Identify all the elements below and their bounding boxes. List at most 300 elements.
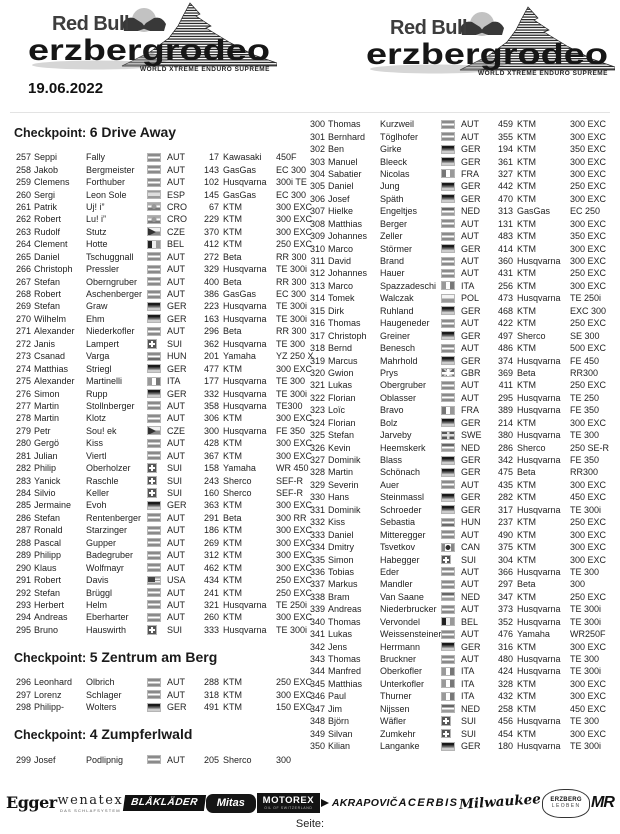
checkpoint-name: 6 Drive Away	[89, 124, 177, 140]
rider-nation: GER	[461, 181, 481, 192]
rider-last-name: Wäfler	[380, 716, 407, 727]
flag-icon-ger	[441, 642, 455, 651]
bike-model: 300 EXC	[570, 131, 607, 142]
rider-last-name: Blass	[380, 455, 403, 466]
rider-first-name: Johannes	[328, 231, 368, 242]
bike-brand: Husqvarna	[223, 177, 267, 188]
bike-number: 369	[497, 367, 513, 378]
checkpoint-label: Checkpoint:	[14, 651, 90, 666]
rider-nation: AUT	[167, 164, 185, 175]
rider-first-name: Andreas	[34, 612, 68, 623]
rider-row	[14, 499, 313, 511]
rider-nation: AUT	[461, 256, 479, 267]
rider-first-name: Thomas	[328, 318, 361, 329]
rider-nation: AUT	[167, 677, 185, 688]
bike-model: 300 EXC	[276, 201, 313, 212]
bike-model: TE 300i	[570, 741, 602, 752]
flag-icon-ger	[441, 418, 455, 427]
bike-brand: KTM	[223, 562, 242, 573]
rider-row	[308, 292, 614, 304]
flag-cell	[147, 153, 164, 162]
bike-model: 300 EXC	[276, 525, 313, 536]
rider-last-name: Niederbrucker	[380, 604, 437, 615]
rider-last-name: Varga	[86, 351, 110, 362]
rider-last-name: Mitteregger	[380, 529, 426, 540]
bike-model: SEF-R	[276, 475, 303, 486]
flag-cell	[441, 356, 458, 365]
rider-nation: AUT	[167, 152, 185, 163]
rider-first-name: Kevin	[328, 442, 351, 453]
sponsor-logo-akrapovic	[321, 798, 398, 809]
rider-row	[14, 325, 307, 337]
sponsor-mr-label: MR	[590, 794, 614, 811]
bike-number: 470	[497, 193, 513, 204]
rider-first-name: David	[328, 256, 352, 267]
flag-cell	[147, 451, 164, 460]
flag-cell	[147, 227, 164, 236]
rider-position: 273	[15, 351, 31, 362]
bike-brand: GasGas	[517, 206, 551, 217]
bike-model: 300 EXC	[570, 168, 607, 179]
rider-position: 267	[15, 276, 31, 287]
rider-position: 348	[309, 716, 325, 727]
rider-row	[14, 213, 313, 225]
bike-number: 214	[497, 417, 513, 428]
flag-cell	[147, 576, 164, 585]
rider-nation: AUT	[461, 343, 479, 354]
rider-row	[14, 611, 313, 623]
bike-number: 243	[203, 475, 219, 486]
bike-number: 131	[497, 218, 513, 229]
bike-number: 476	[497, 629, 513, 640]
flag-icon-bel	[147, 240, 161, 249]
bike-model: TE 250	[570, 392, 600, 403]
rider-last-name: Bleeck	[380, 156, 408, 167]
rider-row	[308, 591, 614, 603]
flag-cell	[147, 339, 164, 349]
flag-icon-aut	[147, 414, 161, 423]
rider-first-name: Stefan	[34, 301, 61, 312]
rider-first-name: Stefan	[34, 587, 61, 598]
bike-number: 424	[497, 666, 513, 677]
flag-cell	[147, 265, 164, 274]
bike-number: 454	[497, 728, 513, 739]
rider-first-name: Kilian	[328, 741, 351, 752]
bike-brand: KTM	[517, 218, 536, 229]
bike-brand: Beta	[517, 579, 536, 590]
bike-model: 300 EXC	[276, 363, 313, 374]
bike-model: 250 EXC	[276, 587, 313, 598]
bike-brand: Beta	[223, 512, 242, 523]
rider-nation: HUN	[461, 517, 481, 528]
bike-brand: Yamaha	[223, 351, 256, 362]
bike-model: TE300	[276, 400, 303, 411]
page-number-label: Seite:	[295, 818, 325, 830]
rider-row	[14, 512, 307, 524]
rider-position: 296	[15, 677, 31, 688]
bike-model: 300 EXC	[276, 413, 313, 424]
rider-nation: AUT	[461, 629, 479, 640]
bike-model: 250 EXC	[570, 268, 607, 279]
bike-number: 186	[203, 525, 219, 536]
rider-position: 276	[15, 388, 31, 399]
erzbergrodeo-logo	[360, 6, 615, 86]
bike-number: 67	[208, 201, 219, 212]
rider-position: 342	[309, 641, 325, 652]
rider-nation: AUT	[461, 380, 479, 391]
flag-icon-aut	[441, 120, 455, 129]
rider-first-name: Matthias	[328, 678, 363, 689]
rider-first-name: Lukas	[328, 380, 353, 391]
flag-cell	[441, 679, 458, 688]
rider-position: 300	[309, 119, 325, 130]
rider-last-name: Klotz	[86, 413, 107, 424]
flag-cell	[441, 294, 458, 303]
rider-last-name: Töglhofer	[380, 131, 419, 142]
flag-icon-aut	[147, 327, 161, 336]
rider-first-name: Robert	[34, 575, 62, 586]
bike-number: 321	[203, 599, 219, 610]
bike-model: 300 EXC	[570, 280, 607, 291]
flag-cell	[147, 252, 164, 261]
bike-model: TE 300i	[276, 313, 308, 324]
flag-icon-ger	[441, 306, 455, 315]
bike-model: TE 300	[570, 430, 600, 441]
bike-number: 332	[203, 388, 219, 399]
rider-row	[308, 466, 614, 478]
flag-icon-aut	[147, 563, 161, 572]
rider-last-name: Eberharter	[86, 612, 129, 623]
flag-icon-hun	[147, 352, 161, 361]
bike-brand: KTM	[223, 201, 242, 212]
flag-cell	[441, 431, 458, 440]
bike-brand: KTM	[517, 417, 536, 428]
rider-first-name: Clement	[34, 239, 68, 250]
flag-icon-ger	[441, 468, 455, 477]
rider-last-name: Tsvetkov	[380, 542, 416, 553]
rider-first-name: Patrik	[34, 201, 58, 212]
rider-position: 295	[15, 624, 31, 635]
rider-row	[308, 454, 614, 466]
rider-row	[14, 689, 313, 701]
rider-first-name: Daniel	[34, 251, 60, 262]
rider-first-name: Ronald	[34, 525, 63, 536]
rider-row	[14, 226, 313, 238]
rider-last-name: Podlipnig	[86, 754, 124, 765]
rider-first-name: Lukas	[328, 629, 353, 640]
flag-icon-ita	[441, 679, 455, 688]
rider-position: 292	[15, 587, 31, 598]
flag-icon-ger	[441, 244, 455, 253]
bike-brand: Husqvarna	[517, 616, 561, 627]
bike-model: RR 300	[276, 251, 307, 262]
rider-row	[308, 317, 614, 329]
flag-cell	[441, 468, 458, 477]
results-column-left	[14, 124, 314, 766]
rider-last-name: Oberkofler	[380, 666, 423, 677]
flag-cell	[147, 501, 164, 510]
bike-brand: Husqvarna	[517, 654, 561, 665]
rider-nation: GER	[461, 243, 481, 254]
rider-first-name: Pascal	[34, 537, 62, 548]
rider-row	[308, 242, 614, 254]
rider-nation: SWE	[461, 430, 482, 441]
bike-brand: Husqvarna	[223, 264, 267, 275]
rider-row	[14, 288, 307, 300]
rider-position: 341	[309, 629, 325, 640]
flag-icon-aut	[147, 451, 161, 460]
rider-last-name: Aschenberger	[86, 289, 143, 300]
rider-nation: BEL	[461, 616, 479, 627]
rider-first-name: Thomas	[328, 616, 361, 627]
erzbergrodeo-logo-graphic	[360, 6, 615, 86]
rider-last-name: Herrmann	[380, 641, 421, 652]
erzbergrodeo-wordmark: erzbergrodeo	[366, 38, 608, 71]
rider-row	[308, 180, 614, 192]
rider-position: 347	[309, 703, 325, 714]
bike-brand: KTM	[223, 702, 242, 713]
rider-position: 333	[309, 529, 325, 540]
bike-brand: Beta	[517, 467, 536, 478]
bike-number: 300	[203, 425, 219, 436]
bike-model: WR250F	[570, 629, 606, 640]
rider-first-name: Stefan	[34, 276, 61, 287]
bike-brand: KTM	[517, 542, 536, 553]
flag-cell	[441, 630, 458, 639]
rider-first-name: Severin	[328, 479, 359, 490]
rider-first-name: Martin	[328, 467, 354, 478]
bike-model: 300 EXC	[570, 529, 607, 540]
rider-nation: ESP	[167, 189, 186, 200]
rider-position: 310	[309, 243, 325, 254]
flag-cell	[441, 182, 458, 191]
bike-number: 17	[208, 152, 219, 163]
flag-icon-esp	[147, 190, 161, 199]
rider-position: 340	[309, 616, 325, 627]
rider-row	[308, 516, 614, 528]
rider-first-name: Loïc	[328, 405, 346, 416]
bike-model: RR300	[570, 467, 599, 478]
bike-model: 300 EXC	[570, 678, 607, 689]
rider-nation: AUT	[167, 400, 185, 411]
rider-row	[308, 417, 614, 429]
rider-first-name: Bernd	[328, 343, 353, 354]
rider-last-name: Engeltjes	[380, 206, 418, 217]
flag-icon-fra	[441, 169, 455, 178]
sponsor-egger-label: Egger	[6, 793, 57, 812]
rider-last-name: Späth	[380, 193, 404, 204]
rider-first-name: Marco	[328, 280, 354, 291]
bike-brand: Husqvarna	[517, 741, 561, 752]
rider-nation: SUI	[167, 624, 183, 635]
flag-icon-aut	[147, 600, 161, 609]
rider-position: 343	[309, 654, 325, 665]
checkpoint-name: 5 Zentrum am Berg	[89, 649, 218, 666]
flag-icon-aut	[147, 526, 161, 535]
rider-position: 319	[309, 355, 325, 366]
bike-model: TE 300i	[276, 624, 308, 635]
flag-icon-bel	[441, 617, 455, 626]
flag-cell	[147, 551, 164, 560]
flag-icon-aut	[441, 580, 455, 589]
bike-model: 300	[276, 754, 292, 765]
flag-cell	[147, 401, 164, 410]
bike-brand: KTM	[223, 226, 242, 237]
rider-row	[308, 553, 614, 565]
rider-first-name: Thomas	[328, 119, 361, 130]
rider-row	[308, 528, 614, 540]
bike-brand: Husqvarna	[517, 392, 561, 403]
rider-nation: AUT	[167, 550, 185, 561]
rider-nation: AUT	[461, 318, 479, 329]
bike-model: 300 EXC	[570, 119, 607, 130]
rider-nation: AUT	[461, 268, 479, 279]
sponsor-logo-mr	[591, 795, 614, 811]
rider-nation: GER	[167, 500, 187, 511]
rider-first-name: Silvan	[328, 728, 353, 739]
flag-icon-ger	[441, 493, 455, 502]
bike-number: 374	[497, 355, 513, 366]
rider-nation: BEL	[167, 239, 185, 250]
rider-position: 264	[15, 239, 31, 250]
flag-cell	[147, 526, 164, 535]
rider-position: 301	[309, 131, 325, 142]
rider-position: 271	[15, 326, 31, 337]
rider-position: 283	[15, 475, 31, 486]
rider-position: 282	[15, 463, 31, 474]
rider-position: 290	[15, 562, 31, 573]
rider-row	[308, 130, 614, 142]
flag-icon-aut	[441, 393, 455, 402]
bike-brand: Husqvarna	[223, 388, 267, 399]
rider-last-name: Bravo	[380, 405, 404, 416]
flag-cell	[441, 729, 458, 739]
rider-position: 291	[15, 575, 31, 586]
rider-row	[308, 690, 614, 702]
rider-nation: GER	[461, 355, 481, 366]
checkpoint-name: 4 Zumpferlwald	[89, 726, 193, 743]
bike-model: SE 300	[570, 330, 600, 341]
flag-icon-aut	[441, 232, 455, 241]
bike-number: 291	[203, 512, 219, 523]
rider-last-name: Helm	[86, 599, 108, 610]
flag-icon-ger	[441, 331, 455, 340]
rider-first-name: Julian	[34, 450, 58, 461]
bike-model: EC 300	[276, 289, 307, 300]
rider-last-name: Habegger	[380, 554, 420, 565]
bike-brand: Beta	[223, 276, 242, 287]
bike-model: 300 EXC	[276, 438, 313, 449]
rider-first-name: Stefan	[328, 430, 355, 441]
rider-nation: GER	[167, 702, 187, 713]
flag-icon-ger	[147, 703, 161, 712]
sponsor-logo-erzberg-leoben	[542, 789, 590, 818]
rider-nation: AUT	[167, 326, 185, 337]
rider-last-name: Jung	[380, 181, 400, 192]
bike-number: 432	[497, 691, 513, 702]
rider-last-name: Schönach	[380, 467, 421, 478]
rider-row	[308, 628, 614, 640]
bike-number: 286	[497, 442, 513, 453]
rider-row	[308, 479, 614, 491]
flag-cell	[441, 281, 458, 290]
rider-row	[308, 205, 614, 217]
flag-icon-usa	[147, 576, 161, 585]
rider-position: 315	[309, 305, 325, 316]
flag-icon-aut	[147, 513, 161, 522]
flag-cell	[441, 456, 458, 465]
flag-icon-ger	[147, 302, 161, 311]
rider-first-name: Florian	[328, 417, 356, 428]
sponsor-logo-wenatex	[58, 794, 124, 813]
rider-first-name: Sergi	[34, 189, 56, 200]
bike-model: FE 350	[570, 455, 600, 466]
rider-position: 328	[309, 467, 325, 478]
bike-brand: KTM	[223, 677, 242, 688]
flag-icon-aut	[147, 165, 161, 174]
bike-model: 500 EXC	[570, 343, 607, 354]
rider-row	[14, 151, 304, 163]
rider-row	[14, 586, 313, 598]
rider-last-name: Pressler	[86, 264, 120, 275]
rider-nation: SUI	[167, 463, 183, 474]
bike-brand: Beta	[223, 326, 242, 337]
rider-last-name: Oblasser	[380, 392, 417, 403]
rider-last-name: Berger	[380, 218, 408, 229]
rider-first-name: Andreas	[328, 604, 362, 615]
sponsor-erzberg-subtitle: LEOBEN	[551, 803, 581, 810]
sponsor-akrapovic-label: AKRAPOVIČ	[331, 796, 398, 809]
bike-model: RR300	[570, 367, 599, 378]
bike-number: 256	[497, 280, 513, 291]
rider-row	[308, 342, 614, 354]
rider-position: 321	[309, 380, 325, 391]
rider-nation: AUT	[167, 450, 185, 461]
bike-brand: KTM	[517, 703, 536, 714]
event-date: 19.06.2022	[28, 80, 104, 97]
rider-last-name: Ruhland	[380, 305, 414, 316]
bike-brand: KTM	[517, 678, 536, 689]
rider-nation: ITA	[461, 280, 475, 291]
rider-last-name: Sebastia	[380, 517, 416, 528]
flag-cell	[441, 145, 458, 154]
rider-first-name: Tomek	[328, 293, 355, 304]
flag-cell	[147, 755, 164, 764]
rider-last-name: Rentenberger	[86, 512, 142, 523]
rider-first-name: Gergö	[34, 438, 60, 449]
rider-nation: GER	[461, 193, 481, 204]
rider-row	[308, 740, 614, 752]
rider-position: 281	[15, 450, 31, 461]
rider-last-name: Heemskerk	[380, 442, 426, 453]
rider-last-name: Ehm	[86, 313, 105, 324]
rider-first-name: Gwion	[328, 367, 354, 378]
bike-model: 450 EXC	[570, 492, 607, 503]
rider-row	[14, 163, 307, 175]
flag-icon-aut	[441, 567, 455, 576]
rider-nation: SUI	[461, 554, 477, 565]
bike-brand: GasGas	[223, 164, 257, 175]
rider-row	[308, 441, 614, 453]
rider-last-name: Viertl	[86, 450, 107, 461]
bike-model: TE 300i	[570, 504, 602, 515]
rider-position: 314	[309, 293, 325, 304]
rider-row	[14, 188, 307, 200]
rider-position: 265	[15, 251, 31, 262]
rider-nation: SUI	[461, 728, 477, 739]
bike-model: TE 300	[570, 654, 600, 665]
bike-model: 250 EXC	[570, 517, 607, 528]
